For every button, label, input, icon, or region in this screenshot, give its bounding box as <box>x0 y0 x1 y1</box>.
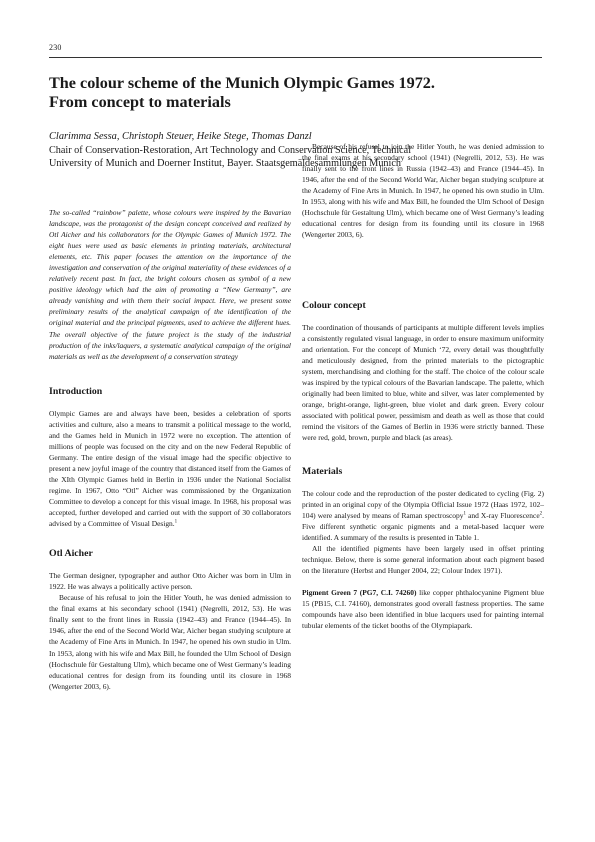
pigment-green-7-text: like copper phthalocyanine Pigment blue 15 (PB15, C.I. 74160), demonstrates good overall fastness properties. The same compounds have also been identified in blue lacquers used for painting internal tubular elements of the ticket booths of the Olympiapark. <box>302 587 544 631</box>
footnote-ref-xrf: 2 <box>539 511 543 517</box>
affiliation-line-2: University of Munich and Doerner Institut, Bayer. Staatsgemäldesammlungen Munich <box>49 158 401 170</box>
otl-aicher-paragraph-2: Because of his refusal to join the Hitler Youth, he was denied admission to the final exams at his secondary school (1941) (Negrelli, 2012, 53). He was finally sent to the front lines in Russia (1942–43) and France (1944–45). In 1946, after the end of the Second World War, Aicher began studying sculpture at the Academy of Fine Arts in Munich. In 1947, he opened his own studio in Ulm. In 1953, along with his wife and Max Bill, he founded the Ulm School of Design (Hochschule für Gestaltung Ulm), which became one of West Germany’s leading educational centres for design from its founding until its closure in 1968 (Wengerter 2003, 6). <box>49 593 291 691</box>
article-title <box>49 74 542 112</box>
heading-introduction: Introduction <box>49 385 103 397</box>
otl-aicher-paragraph-2-continued: Because of his refusal to join the Hitler Youth, he was denied admission to the final exams at his secondary school (1941) (Negrelli, 2012, 53). He was finally sent to the front lines in Russia (1942–43) and France (1944–45). In 1946, after the end of the Second World War, Aicher began studying sculpture at the Academy of Fine Arts in Munich. In 1947, he opened his own studio in Ulm. In 1953, along with his wife and Max Bill, he founded the Ulm School of Design (Hochschule für Gestaltung Ulm), which became one of West Germany’s leading educational centres for design from its founding until its closure in 1968 (Wengerter 2003, 6). <box>302 142 544 240</box>
footnote-ref-1: 1 <box>174 519 178 525</box>
otl-aicher-paragraph-1: The German designer, typographer and author Otto Aicher was born in Ulm in 1922. He was always a politically active person. <box>49 571 291 592</box>
materials-paragraph-3 <box>302 587 544 631</box>
otl-aicher-continuation <box>302 142 544 284</box>
heading-colour-concept: Colour concept <box>302 300 366 311</box>
abstract: The so-called “rainbow” palette, whose colours were inspired by the Bavarian landscape, was the protagonist of the design concept conceived and realized by Otl Aicher and his collaborators for the Olympic Games of Munich 1972. The eight hues were used as basic elements in printing materials, architectural elements, etc. This paper focuses the attention on the importance of the investigation and conservation of the original materiality of these evidences of a relatively recent past. In fact, the bright colours chosen as symbol of a new positive ideology which had the aim of promoting a “New Germany”, are already vanishing and with them their social impact. Here, we present some preliminary results of the analytical campaign of the identification of the original material and the principal pigments, used to achieve the different hues. The overall objective of the future project is the study of the industrial production of the inks/laquers, a systematic analytical campaign of the original materials as well as the development of a conservation strategy <box>49 208 291 361</box>
affiliation-line-1: Chair of Conservation-Restoration, Art Technology and Conservation Science, Technical <box>49 145 412 156</box>
materials-paragraph-1 <box>302 488 544 543</box>
heading-materials: Materials <box>302 465 343 477</box>
materials-text-c: . Five different synthetic organic pigments and a metal-based lacquer were identified. A summary of the results is presented in Table 1. <box>302 510 544 542</box>
materials-text-b: and X-ray Fluorescence <box>465 510 540 520</box>
pigment-green-7-label: Pigment Green 7 (PG7, C.I. 74260) <box>302 587 417 597</box>
header-rule <box>49 57 542 58</box>
right-column <box>302 142 544 631</box>
left-column <box>49 207 291 691</box>
title-line-1: The colour scheme of the Munich Olympic Games 1972. <box>49 74 435 92</box>
title-line-2: From concept to materials <box>49 93 231 111</box>
page-number: 230 <box>49 43 62 52</box>
authors: Clarimma Sessa, Christoph Steuer, Heike Stege, Thomas Danzl <box>49 131 312 142</box>
introduction-paragraph <box>49 408 291 530</box>
colour-concept-paragraph: The coordination of thousands of participants at multiple different levels implies a consistently regulated visual language, in order to ensure maximum uniformity and orientation. For the concept of Munich ‘72, every detail was thoughtfully and meticulously designed, from the printed materials to the pictographic system, merchandising and clothing for the staff. The choice of the colour scale was inspired by the typical colours of the Bavarian landscape. The palette, which originally had been limited to blue, white and silver, was later complemented by orange, bright-orange, light-green, blue violet and dark green. Every colour associated with political power, pessimism and death as well as those that could remind the visitors of the Games of Berlin in 1936 were strictly banned. These were red, gold, brown, purple and black (as areas). <box>302 323 544 443</box>
introduction-text: Olympic Games are and always have been, besides a celebration of sports activities and culture, also a means to transmit a political message to the world, and the Games held in Munich in 1972 were no exception. The attention of millions of people was focused on the city and on the new Federal Republic of Germany. The entire design of the visual image had the specific objective to present a new joyful image of the country that distanced itself from the Games of the XIth Olympic Games held in Berlin in 1936 under the National Socialist regime. In 1967, Otto “Otl” Aicher was commissioned by the Organization Committee to develop a concept for this visual image. In 1968, his proposal was accepted, further developed and carried out with the support of 30 collaborators advised by a Committee of Visual Design. <box>49 408 291 529</box>
footnote-ref-raman: 1 <box>463 511 466 517</box>
materials-paragraph-2: All the identified pigments have been largely used in offset printing technique. Below, there is some general information about each pigment based on the literature (Herbst and Hunger 2004, 22; Colour Index 1971). <box>302 543 544 575</box>
heading-otl-aicher: Otl Aicher <box>49 548 93 560</box>
materials-text-a: The colour code and the reproduction of the poster dedicated to cycling (Fig. 2) printed in an original copy of the Olympia Official Issue 1972 (Haas 1972, 102–104) were analysed by means of Raman spectroscopy <box>302 488 544 520</box>
